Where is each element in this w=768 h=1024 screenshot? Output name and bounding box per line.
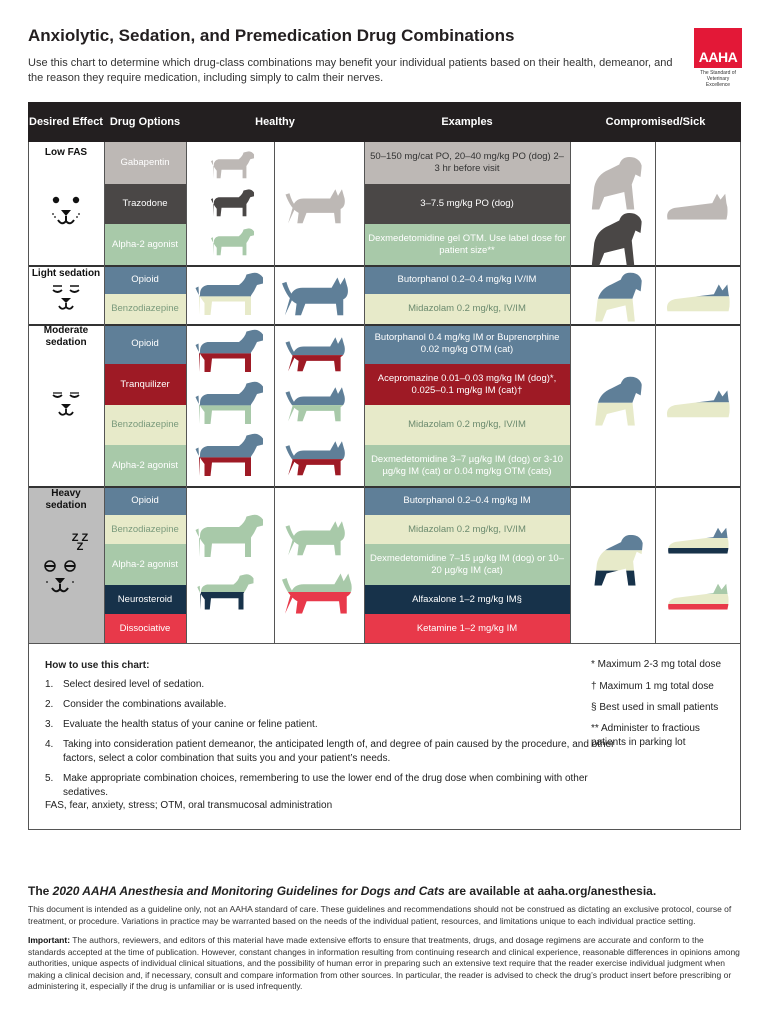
step-item: 4. Taking into consideration patient demeanor, the anticipated length of, and degree of pain caused by the procedure, and other factors, select a color combination that suits you and your patient’s needs. [45,739,615,764]
sick-cat-icon [665,572,731,612]
sick-dog-icon [578,208,648,268]
sick-cat-icon [665,516,731,556]
page-title: Anxiolytic, Sedation, and Premedication Drug Combinations [28,26,515,45]
drug-option-cell: Benzodiazepine [104,405,186,445]
column-divider [104,142,105,643]
example-dose-cell: Alfaxalone 1–2 mg/kg IM§ [364,585,570,614]
header-compromised: Compromised/Sick [570,102,741,142]
dog-icon [194,266,266,322]
dog-icon [210,187,256,219]
drowsy-face-icon [48,384,84,424]
sick-cat-icon [665,378,731,420]
drug-option-cell: Benzodiazepine [104,294,186,324]
effect-moderate-sedation: Moderate sedation [43,325,89,348]
sick-cat-icon [665,272,731,314]
cat-icon [282,436,352,478]
example-dose-cell: Midazolam 0.2 mg/kg, IV/IM [364,294,570,324]
cat-icon [282,566,356,618]
how-to-title: How to use this chart: [45,660,150,671]
effect-heavy-sedation: Heavy sedation [45,488,87,511]
example-dose-cell: Butorphanol 0.4 mg/kg IM or Buprenorphine 0.02 mg/kg OTM (cat) [364,324,570,364]
drug-option-cell: Opioid [104,265,186,294]
dog-icon [210,226,256,258]
sick-cat-icon [663,182,731,222]
intro-text: Use this chart to determine which drug-class combinations may benefit your individual patients based on their health, demeanor, and the reason they require medication, including simply to calm their nerves. [28,57,673,84]
header-healthy: Healthy [186,102,364,142]
dog-icon [194,430,266,480]
step-item: 5. Make appropriate combination choices, remembering to use the lower end of the drug dose when combining with other sedatives. [45,773,588,798]
column-divider [740,142,741,643]
footnote: § Best used in small patients [591,702,719,713]
sick-dog-icon [584,530,646,588]
asleep-face-icon [40,554,80,602]
example-dose-cell: Butorphanol 0.2–0.4 mg/kg IV/IM [364,265,570,294]
column-divider [570,142,571,643]
sick-dog-icon [584,372,646,428]
column-divider [186,142,187,643]
aaha-logo [694,28,742,88]
drug-option-cell: Benzodiazepine [104,515,186,544]
drug-option-cell: Tranquilizer [104,364,186,405]
example-dose-cell: Dexmedetomidine 7–15 µg/kg IM (dog) or 10–20 µg/kg IM (cat) [364,544,570,585]
example-dose-cell: 3–7.5 mg/kg PO (dog) [364,184,570,224]
logo-tagline: The Standard of Veterinary Excellence [700,70,736,88]
group-divider [28,324,741,326]
drug-option-cell: Alpha-2 agonist [104,224,186,265]
guidelines-link-text: The 2020 AAHA Anesthesia and Monitoring Guidelines for Dogs and Cats are available at aaha.org/anesthesia. [28,884,657,898]
example-dose-cell: Butorphanol 0.2–0.4 mg/kg IM [364,486,570,515]
alert-face-icon [46,186,86,232]
dog-icon [194,326,266,376]
how-to-panel [28,642,741,830]
group-divider [28,486,741,488]
dog-icon [196,572,256,612]
disclaimer-text: This document is intended as a guideline only, not an AAHA standard of care. These guidelines and recommendations should not be construed as dictating an exclusive protocol, course of treatment, or procedure. Variations in practice may be warranted based on the needs of the individual patient, resources, and limitations unique to each individual practice setting. [28,904,732,926]
drug-option-cell: Alpha-2 agonist [104,445,186,486]
example-dose-cell: Ketamine 1–2 mg/kg IM [364,614,570,643]
header-examples: Examples [364,102,570,142]
example-dose-cell: 50–150 mg/cat PO, 20–40 mg/kg PO (dog) 2–3 hr before visit [364,142,570,184]
effect-light-sedation: Light sedation [31,268,101,279]
footnote: ** Administer to fractious patients in parking lot [591,723,700,748]
drug-option-cell: Dissociative [104,614,186,643]
cat-icon [282,184,352,226]
footnote: * Maximum 2-3 mg total dose [591,659,722,670]
sleepy-face-icon [48,280,84,316]
important-notice: Important: The authors, reviewers, and editors of this material have made extensive efforts to ensure that treatments, drugs, and dosage regimens are accurate and conform to the standards accepted at the time of publication. However, constant changes in information resulting from continuing research and clinical experience, reasonable differences in opinions among authorities, unique aspects of individual clinical situations, and the possibility of human error in preparing such an extensive text require that the reader exercise individual judgment when making a clinical decision and, if necessary, consult and compare information from other sources. In particular, the reader is advised to check the drug’s product insert before prescribing or administering it, especially if the drug is unfamiliar or is used infrequently. [28,935,740,991]
cat-icon [282,516,352,558]
example-dose-cell: Dexmedetomidine 3–7 µg/kg IM (dog) or 3-10 µg/kg IM (cat) or 0.04 mg/kg OTM (cats) [364,445,570,486]
drug-option-cell: Gabapentin [104,142,186,184]
zzz-text: Z Z Z [71,532,89,553]
column-divider [364,142,365,643]
cat-icon [282,382,352,424]
sick-dog-icon [584,268,646,324]
cat-icon [282,332,352,374]
drug-option-cell: Alpha-2 agonist [104,544,186,585]
logo-mark: AAHA [694,28,742,68]
example-dose-cell: Midazolam 0.2 mg/kg, IV/IM [364,405,570,445]
drug-option-cell: Opioid [104,324,186,364]
example-dose-cell: Dexmedetomidine gel OTM. Use label dose for patient size** [364,224,570,265]
step-item: 2. Consider the combinations available. [45,699,227,710]
drug-chart [28,102,741,642]
cat-icon [282,270,352,320]
header-drug-options: Drug Options [104,102,186,142]
header-desired-effect: Desired Effect [28,102,104,142]
dog-icon [194,378,266,428]
step-item: 3. Evaluate the health status of your canine or feline patient. [45,719,318,730]
effect-low-fas: Low FAS [44,147,88,158]
abbreviations: FAS, fear, anxiety, stress; OTM, oral transmucosal administration [45,800,333,811]
example-dose-cell: Acepromazine 0.01–0.03 mg/kg IM (dog)*, 0.025–0.1 mg/kg IM (cat)† [364,364,570,405]
column-divider [655,142,656,643]
dog-icon [210,149,256,181]
sick-dog-icon [578,152,648,212]
drug-option-cell: Trazodone [104,184,186,224]
step-item: 1. Select desired level of sedation. [45,679,205,690]
footnote: † Maximum 1 mg total dose [591,681,714,692]
drug-option-cell: Neurosteroid [104,585,186,614]
example-dose-cell: Midazolam 0.2 mg/kg, IV/IM [364,515,570,544]
dog-icon [194,510,266,562]
column-divider [274,142,275,643]
drug-option-cell: Opioid [104,486,186,515]
column-divider [28,142,29,643]
